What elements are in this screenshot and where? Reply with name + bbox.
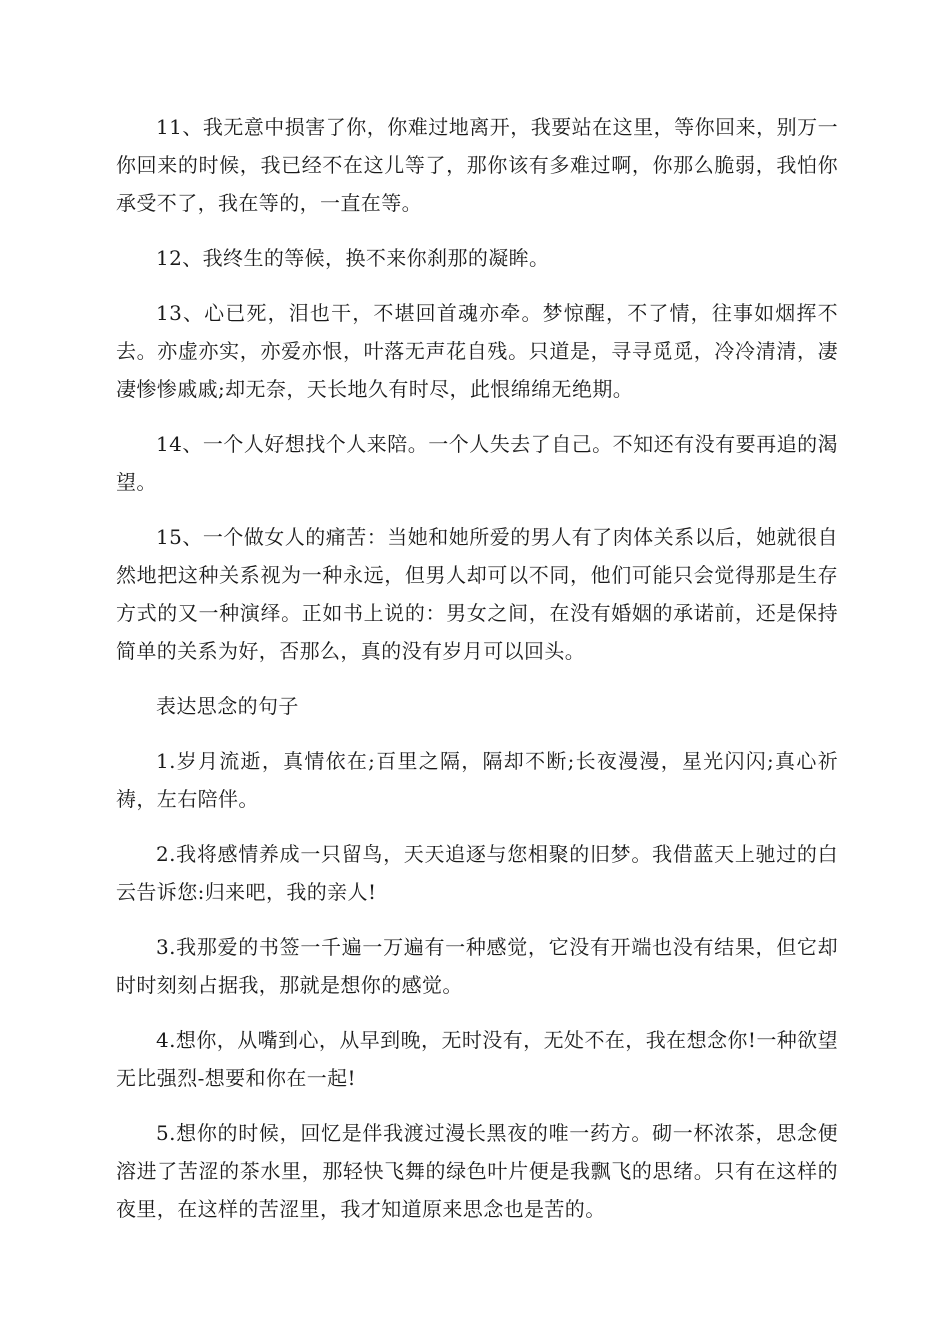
- paragraph-13: 13、心已死，泪也干，不堪回首魂亦牵。梦惊醒，不了情，往事如烟挥不去。亦虚亦实，亦爱亦恨，叶落无声花自残。只道是，寻寻觅觅，冷冷清清，凄凄惨惨戚戚;却无奈，天长地久有时尽，此恨绵绵无绝期。: [116, 301, 838, 401]
- paragraph-2: 2.我将感情养成一只留鸟，天天追逐与您相聚的旧梦。我借蓝天上驰过的白云告诉您:归来吧，我的亲人!: [116, 842, 838, 904]
- paragraph-12: 12、我终生的等候，换不来你刹那的凝眸。: [156, 246, 550, 270]
- section-heading: 表达思念的句子: [156, 694, 299, 718]
- paragraph-1: 1.岁月流逝，真情依在;百里之隔，隔却不断;长夜漫漫，星光闪闪;真心祈祷，左右陪伴。: [116, 749, 838, 811]
- paragraph-11: 11、我无意中损害了你，你难过地离开，我要站在这里，等你回来，别万一你回来的时候，我已经不在这儿等了，那你该有多难过啊，你那么脆弱，我怕你承受不了，我在等的，一直在等。: [116, 115, 838, 215]
- document-body: [116, 108, 838, 1245]
- paragraph-3: 3.我那爱的书签一千遍一万遍有一种感觉，它没有开端也没有结果，但它却时时刻刻占据我，那就是想你的感觉。: [116, 935, 838, 997]
- paragraph-4: 4.想你，从嘴到心，从早到晚，无时没有，无处不在，我在想念你!一种欲望无比强烈-想要和你在一起!: [116, 1028, 838, 1090]
- paragraph-14: 14、一个人好想找个人来陪。一个人失去了自己。不知还有没有要再追的渴望。: [116, 432, 838, 494]
- paragraph-5: 5.想你的时候，回忆是伴我渡过漫长黑夜的唯一药方。砌一杯浓茶，思念便溶进了苦涩的茶水里，那轻快飞舞的绿色叶片便是我飘飞的思绪。只有在这样的夜里，在这样的苦涩里，我才知道原来思念也是苦的。: [116, 1121, 838, 1221]
- paragraph-15: 15、一个做女人的痛苦：当她和她所爱的男人有了肉体关系以后，她就很自然地把这种关系视为一种永远，但男人却可以不同，他们可能只会觉得那是生存方式的又一种演绎。正如书上说的：男女之间，在没有婚姻的承诺前，还是保持简单的关系为好，否那么，真的没有岁月可以回头。: [116, 525, 838, 663]
